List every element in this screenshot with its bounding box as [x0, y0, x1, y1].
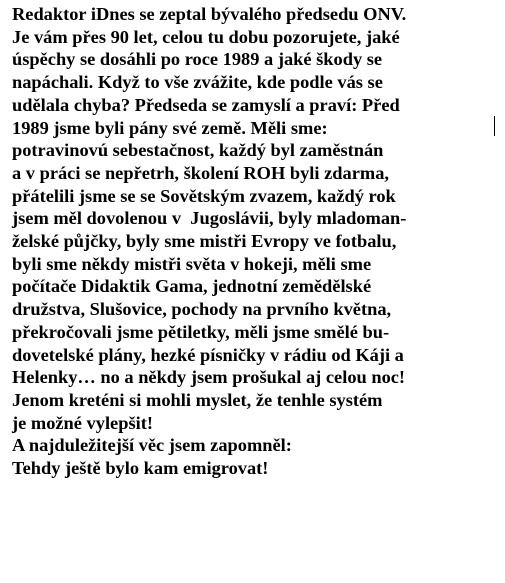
- text-cursor: [494, 116, 495, 136]
- text-line-16: dovetelské plány, hezké písničky v rádiu od Káji a: [12, 344, 404, 365]
- text-line-5: udělala chyba? Předseda se zamyslí a praví: Před: [12, 94, 400, 115]
- text-line-4: napáchali. Když to vše zvážite, kde podle vás se: [12, 72, 383, 93]
- text-line-6: 1989 jsme byli pány své země. Měli sme:: [12, 117, 328, 138]
- text-line-7: potravinovú sebestačnost, každý byl zaměstnán: [12, 140, 384, 161]
- text-line-13: počítače Didaktik Gama, jednotní zemědělské: [12, 276, 372, 297]
- text-line-9: přátelili jsme se se Sovětským zvazem, každý rok: [12, 185, 396, 206]
- text-line-8: a v práci se nepřetrh, školení ROH byli zdarma,: [12, 162, 389, 183]
- text-line-15: překročovali jsme pětiletky, měli jsme smělé bu-: [12, 321, 390, 342]
- text-line-11: želské půjčky, byly sme mistři Evropy ve fotbalu,: [12, 231, 397, 252]
- text-line-12: byli sme někdy mistři světa v hokeji, měli sme: [12, 253, 372, 274]
- text-line-14: družstva, Slušovice, pochody na prvního května,: [12, 299, 392, 320]
- text-line-10: jsem měl dovolenou v Jugoslávii, byly mladoman-: [12, 208, 407, 229]
- text-line-1: Redaktor iDnes se zeptal bývalého předsedu ONV.: [12, 4, 407, 24]
- text-line-21: Tehdy ještě bylo kam emigrovat!: [12, 458, 269, 479]
- document-text: [12, 3, 502, 480]
- text-line-19: je možné vylepšit!: [12, 412, 153, 433]
- text-line-20: A najduležitejší věc jsem zapomněl:: [12, 435, 292, 456]
- text-line-18: Jenom kreténi si mohli myslet, že tenhle systém: [12, 389, 383, 410]
- text-line-17: Helenky… no a někdy jsem prošukal aj celou noc!: [12, 367, 406, 388]
- text-line-3: úspěchy se dosáhli po roce 1989 a jaké škody se: [12, 49, 383, 70]
- text-line-2: Je vám přes 90 let, celou tu dobu pozorujete, jaké: [12, 26, 400, 47]
